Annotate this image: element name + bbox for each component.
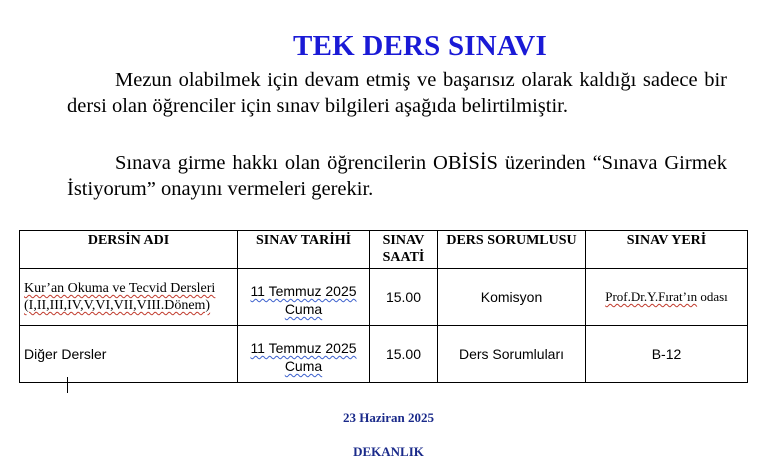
exam-table [19, 230, 748, 383]
cell-course-responsible: Ders Sorumluları [438, 326, 586, 383]
cell-exam-date [238, 326, 370, 383]
course-name-line2: (I,II,III,IV,V,VI,VII,VIII.Dönem) [24, 298, 211, 313]
paragraph-intro-text: Mezun olabilmek için devam etmiş ve başarısız olarak kaldığı sadece bir dersi olan öğrenciler için sınav bilgileri aşağıda belirtilmiştir. [67, 69, 727, 117]
footer-date: 23 Haziran 2025 [343, 410, 434, 425]
header-exam-date: SINAV TARİHİ [238, 231, 370, 269]
cell-exam-location [586, 269, 748, 326]
table-row [20, 269, 748, 326]
course-name-line1: Kur’an Okuma ve Tecvid Dersleri [24, 281, 216, 296]
header-course-name: DERSİN ADI [20, 231, 238, 269]
cell-exam-date [238, 269, 370, 326]
exam-location-prefix: Prof.Dr.Y.Fırat’ın [605, 289, 698, 304]
header-exam-time: SINAV SAATİ [370, 231, 438, 269]
paragraph-instruction [67, 150, 727, 202]
header-course-responsible: DERS SORUMLUSU [438, 231, 586, 269]
exam-date: 11 Temmuz 2025 [250, 283, 357, 299]
exam-day: Cuma [284, 358, 323, 374]
cell-course-responsible: Komisyon [438, 269, 586, 326]
cell-exam-time: 15.00 [370, 326, 438, 383]
text-cursor [67, 377, 68, 393]
page-title: TEK DERS SINAVI [293, 30, 547, 62]
exam-location-suffix: odası [697, 289, 728, 304]
table-row [20, 326, 748, 383]
exam-location-prefix: B-12 [651, 346, 682, 362]
footer-organization: DEKANLIK [353, 444, 424, 459]
exam-day: Cuma [284, 301, 323, 317]
cell-course-name [20, 326, 238, 383]
paragraph-instruction-text: Sınava girme hakkı olan öğrencilerin OBİSİS üzerinden “Sınava Girmek İstiyorum” onayını vermeleri gerekir. [67, 152, 727, 200]
table-header-row [20, 231, 748, 269]
paragraph-intro [67, 67, 727, 119]
cell-course-name [20, 269, 238, 326]
course-name-line1: Diğer Dersler [24, 346, 107, 362]
exam-date: 11 Temmuz 2025 [250, 340, 357, 356]
cell-exam-location [586, 326, 748, 383]
cell-exam-time: 15.00 [370, 269, 438, 326]
header-exam-location: SINAV YERİ [586, 231, 748, 269]
